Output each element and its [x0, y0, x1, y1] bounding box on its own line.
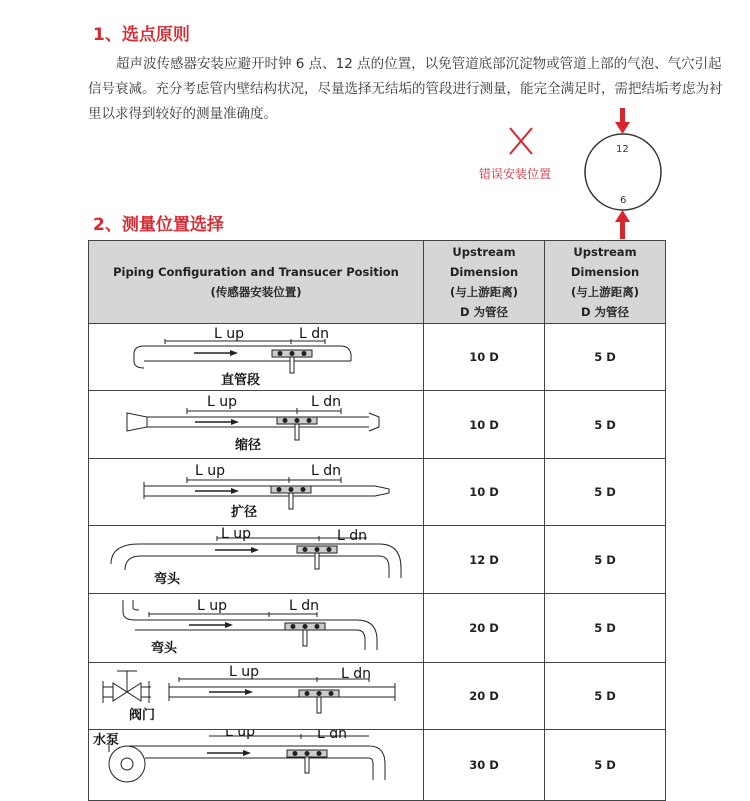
- piping-cell: [89, 730, 424, 801]
- svg-text:L dn: L dn: [289, 598, 320, 614]
- piping-cell: [89, 324, 424, 391]
- header-config: Piping Configuration and Transucer Position (传感器安装位置): [89, 241, 424, 324]
- upstream-value: 10 D: [424, 391, 545, 459]
- svg-text:L dn: L dn: [311, 394, 342, 410]
- piping-cell: [89, 663, 424, 730]
- upstream-value: 20 D: [424, 594, 545, 663]
- position-table: [88, 240, 666, 801]
- clock-12-label: 12: [616, 144, 629, 155]
- svg-text:直管段: 直管段: [221, 373, 261, 386]
- piping-cell: [89, 391, 424, 459]
- bottom-arrow-icon: [615, 210, 630, 239]
- downstream-value: 5 D: [545, 526, 666, 594]
- downstream-value: 5 D: [545, 663, 666, 730]
- svg-text:L up: L up: [207, 394, 238, 410]
- svg-text:弯头: 弯头: [151, 641, 178, 656]
- piping-cell: [89, 526, 424, 594]
- svg-text:L up: L up: [229, 664, 260, 680]
- upstream-value: 10 D: [424, 459, 545, 526]
- svg-text:L up: L up: [197, 598, 228, 614]
- downstream-value: 5 D: [545, 459, 666, 526]
- svg-text:L dn: L dn: [299, 326, 330, 342]
- table-row: [89, 526, 666, 594]
- svg-text:L up: L up: [214, 326, 245, 342]
- top-arrow-icon: [615, 108, 630, 134]
- table-row: [89, 663, 666, 730]
- svg-text:弯头: 弯头: [154, 572, 181, 587]
- header-upstream: Upstream Dimension (与上游距离) D 为管径: [424, 241, 545, 324]
- svg-text:水泵: 水泵: [93, 733, 120, 748]
- svg-text:L dn: L dn: [337, 528, 368, 544]
- clock-6-label: 6: [620, 195, 627, 206]
- pump-icon: [109, 744, 145, 782]
- piping-cell: [89, 459, 424, 526]
- svg-text:阀门: 阀门: [129, 708, 156, 723]
- section2-heading: 2、测量位置选择: [93, 215, 224, 235]
- wrong-mark-icon: [510, 128, 532, 154]
- svg-text:L dn: L dn: [341, 666, 372, 682]
- section1-heading: 1、选点原则: [93, 25, 190, 45]
- piping-cell: [89, 594, 424, 663]
- table-row: [89, 730, 666, 801]
- upstream-value: 30 D: [424, 730, 545, 801]
- upstream-value: 20 D: [424, 663, 545, 730]
- header-downstream: Upstream Dimension (与上游距离) D 为管径: [545, 241, 666, 324]
- section1-paragraph: 超声波传感器安装应避开时钟 6 点、12 点的位置，以免管道底部沉淀物或管道上部的气泡、气穴引起信号衰减。充分考虑管内壁结构状况，尽量选择无结垢的管段进行测量，能完全满足时，需把结垢考虑为衬里以求得到较好的测量准确度。: [88, 56, 723, 122]
- table-row: [89, 459, 666, 526]
- wrong-install-label: 错误安装位置: [479, 167, 552, 181]
- svg-text:L dn: L dn: [311, 463, 342, 479]
- svg-text:L up: L up: [221, 526, 252, 542]
- downstream-value: 5 D: [545, 730, 666, 801]
- table-row: [89, 594, 666, 663]
- clock-position-diagram: [470, 100, 690, 240]
- table-row: [89, 324, 666, 391]
- downstream-value: 5 D: [545, 391, 666, 459]
- svg-text:缩径: 缩径: [235, 438, 262, 453]
- svg-text:L up: L up: [195, 463, 226, 479]
- table-row: [89, 391, 666, 459]
- upstream-value: 12 D: [424, 526, 545, 594]
- svg-text:L dn: L dn: [317, 730, 348, 742]
- downstream-value: 5 D: [545, 324, 666, 391]
- svg-text:扩径: 扩径: [231, 505, 258, 520]
- downstream-value: 5 D: [545, 594, 666, 663]
- upstream-value: 10 D: [424, 324, 545, 391]
- svg-text:L up: L up: [225, 730, 256, 740]
